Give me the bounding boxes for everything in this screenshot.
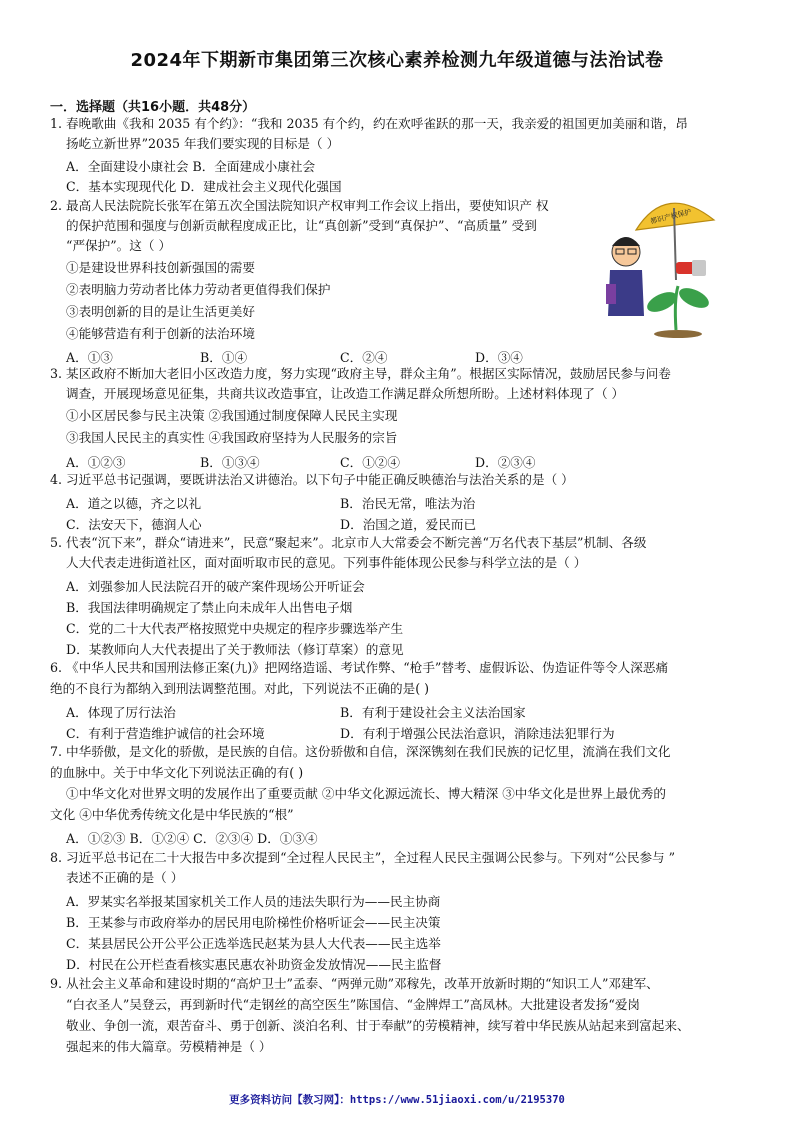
q2-stem-line1: 2. 最高人民法院院长张军在第五次全国法院知识产权审判工作会议上指出，要使知识产 权 xyxy=(50,198,549,213)
q1-stem-line1: 1. 春晚歌曲《我和 2035 有个约》：“我和 2035 有个约，约在欢呼雀跃的那一天，我亲爱的祖国更加美丽和谐，昂 xyxy=(50,116,688,131)
q6-stem-line1: 6. 《中华人民共和国刑法修正案(九)》把网络造谣、考试作弊、“枪手”替考、虚假诉讼、伪造证件等令人深恶痛 xyxy=(50,660,669,675)
q4-stem: 4. 习近平总书记强调，要既讲法治又讲德治。以下句子中能正确反映德治与法治关系的是（ ） xyxy=(50,472,574,487)
plant-icon xyxy=(675,286,678,330)
q5-option-c: C．党的二十大代表严格按照党中央规定的程序步骤选举产生 xyxy=(66,621,404,636)
q3-option-c: C．①②④ xyxy=(340,455,401,470)
q2-statement-3: ③表明创新的目的是让生活更美好 xyxy=(66,304,255,319)
q2-option-c: C．②④ xyxy=(340,350,388,365)
q7-statements-line1: ①中华文化对世界文明的发展作出了重要贡献 ②中华文化源远流长、博大精深 ③中华文化是世界上最优秀的 xyxy=(66,786,666,801)
q3-statements-12: ①小区居民参与民主决策 ②我国通过制度保障人民民主实现 xyxy=(66,408,398,423)
q5-stem-line2: 人大代表走进街道社区，面对面听取市民的意见。下列事件能体现公民参与科学立法的是（ ） xyxy=(66,555,587,570)
q4-option-a: A．道之以德，齐之以礼 xyxy=(66,496,202,511)
q9-stem-line3: 敬业、争创一流，艰苦奋斗、勇于创新、淡泊名利、甘于奉献”的劳模精神，续写着中华民族从站起来到富起来、 xyxy=(66,1018,690,1033)
q9-stem-line2: “白衣圣人”吴登云，再到新时代“走钢丝的高空医生”陈国信、“金牌焊工”高凤林。大批建设者发扬“爱岗 xyxy=(66,997,641,1012)
umbrella-label: 都识产权保护 xyxy=(649,207,693,226)
q6-option-c: C．有利于营造维护诚信的社会环境 xyxy=(66,726,265,741)
q8-option-d: D．村民在公开栏查看核实惠民惠农补助资金发放情况——民主监督 xyxy=(66,957,442,972)
q2-statement-4: ④能够营造有利于创新的法治环境 xyxy=(66,326,255,341)
q8-stem-line1: 8. 习近平总书记在二十大报告中多次提到“全过程人民民主”，全过程人民民主强调公民参与。下列对“公民参与 ” xyxy=(50,850,676,865)
q2-stem-line3: “严保护”。这（ ） xyxy=(66,238,172,253)
q2-statement-1: ①是建设世界科技创新强国的需要 xyxy=(66,260,255,275)
q1-stem-line2: 扬屹立新世界”2035 年我们要实现的目标是（ ） xyxy=(66,136,340,151)
q2-stem-line2: 的保护范围和强度与创新贡献程度成正比，让“真创新”受到“真保护”、“高质量” 受到 xyxy=(66,218,537,233)
q5-option-a: A．刘强参加人民法院召开的破产案件现场公开听证会 xyxy=(66,579,365,594)
q7-stem-line2: 的血脉中。关于中华文化下列说法正确的有( ) xyxy=(50,765,304,780)
q6-stem-line2: 绝的不良行为都纳入到刑法调整范围。对此，下列说法不正确的是( ) xyxy=(50,681,430,696)
q2-option-a: A．①③ xyxy=(66,350,113,365)
q6-option-a: A．体现了厉行法治 xyxy=(66,705,176,720)
q7-statements-line2: 文化 ④中华优秀传统文化是中华民族的“根” xyxy=(50,807,294,822)
q4-option-d: D．治国之道，爱民而已 xyxy=(340,517,477,532)
q8-stem-line2: 表述不正确的是（ ） xyxy=(66,870,184,885)
q9-stem-line4: 强起来的伟大篇章。劳模精神是（ ） xyxy=(66,1039,272,1054)
q3-option-a: A．①②③ xyxy=(66,455,126,470)
q2-statement-2: ②表明脑力劳动者比体力劳动者更值得我们保护 xyxy=(66,282,331,297)
q4-option-b: B．治民无常，唯法为治 xyxy=(340,496,476,511)
q1-options-cd: C．基本实现现代化 D．建成社会主义现代化强国 xyxy=(66,179,342,194)
q9-stem-line1: 9. 从社会主义革命和建设时期的“高炉卫士”孟泰、“两弹元勋”邓稼先，改革开放新时期的“知识工人”邓建军、 xyxy=(50,976,659,991)
q3-option-b: B．①③④ xyxy=(200,455,260,470)
q3-statements-34: ③我国人民民主的真实性 ④我国政府坚持为人民服务的宗旨 xyxy=(66,430,398,445)
q2-option-b: B．①④ xyxy=(200,350,248,365)
q6-option-b: B．有利于建设社会主义法治国家 xyxy=(340,705,526,720)
q8-option-c: C．某县居民公开公平公正选举选民赵某为县人大代表——民主选举 xyxy=(66,936,441,951)
q5-stem-line1: 5. 代表“沉下来”，群众“请进来”，民意“聚起来”。北京市人大常委会不断完善“万名代表下基层”机制、各级 xyxy=(50,535,647,550)
exam-title: 2024年下期新市集团第三次核心素养检测九年级道德与法治试卷 xyxy=(130,50,664,71)
q3-stem-line2: 调查，开展现场意见征集，共商共议改造事宜，让改造工作满足群众所想所盼。上述材料体现了（ ） xyxy=(66,386,625,401)
q4-option-c: C．法安天下，德润人心 xyxy=(66,517,202,532)
ip-protection-illustration xyxy=(606,190,716,340)
q5-option-b: B．我国法律明确规定了禁止向未成年人出售电子烟 xyxy=(66,600,353,615)
q7-stem-line1: 7. 中华骄傲，是文化的骄傲，是民族的自信。这份骄傲和自信，深深镌刻在我们民族的记忆里，流淌在我们文化 xyxy=(50,744,671,759)
q3-stem-line1: 3. 某区政府不断加大老旧小区改造力度，努力实现“政府主导，群众主角”。根据区实际情况，鼓励居民参与问卷 xyxy=(50,366,671,381)
section-heading: 一．选择题（共16小题．共48分） xyxy=(50,100,256,115)
q8-option-a: A．罗某实名举报某国家机关工作人员的违法失职行为——民主协商 xyxy=(66,894,441,909)
q2-option-d: D．③④ xyxy=(475,350,523,365)
q5-option-d: D．某教师向人大代表提出了关于教师法（修订草案）的意见 xyxy=(66,642,404,657)
q1-options-ab: A．全面建设小康社会 B．全面建成小康社会 xyxy=(66,159,316,174)
q8-option-b: B．王某参与市政府举办的居民用电阶梯性价格听证会——民主决策 xyxy=(66,915,441,930)
footer-resource-link[interactable]: 更多资料访问【教习网】：https://www.51jiaoxi.com/u/2195370 xyxy=(229,1094,565,1106)
q7-options: A．①②③ B．①②④ C．②③④ D．①③④ xyxy=(66,831,318,846)
q3-option-d: D．②③④ xyxy=(475,455,536,470)
q6-option-d: D．有利于增强公民法治意识，消除违法犯罪行为 xyxy=(340,726,615,741)
